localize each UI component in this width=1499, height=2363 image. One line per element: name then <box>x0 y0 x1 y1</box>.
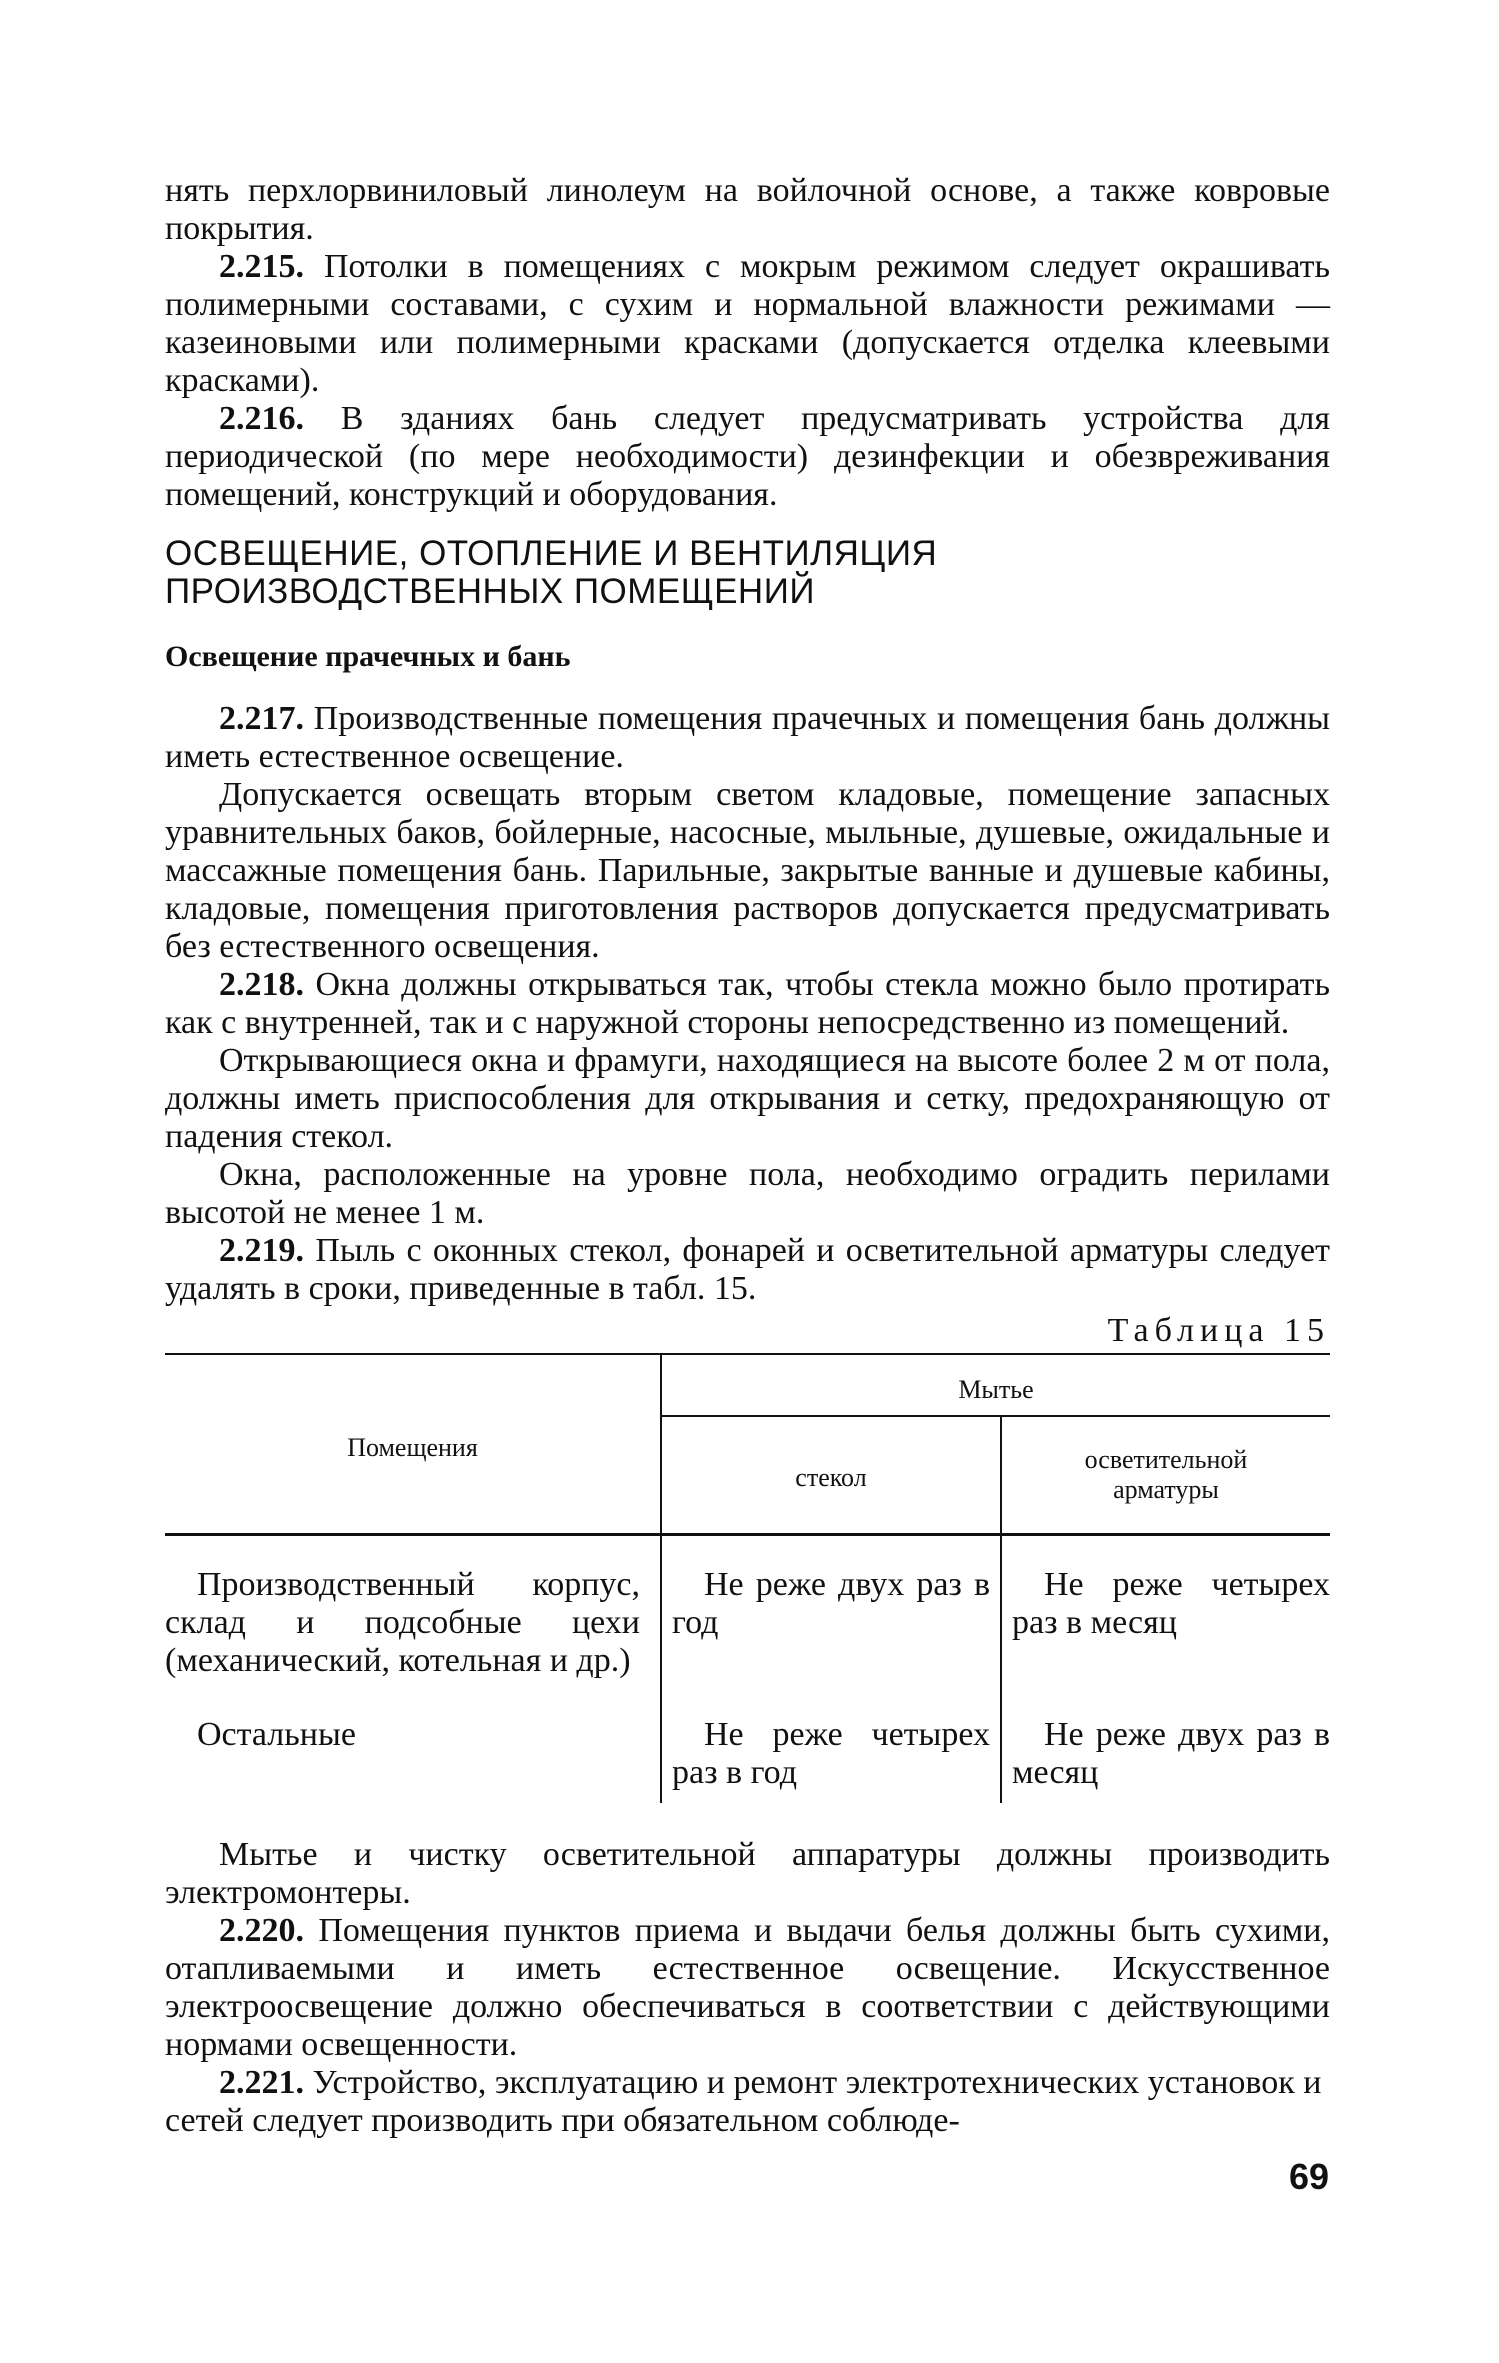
section-heading <box>165 535 1330 611</box>
header-washing: Мытье <box>958 1375 1034 1404</box>
cell-room: Остальные <box>197 1716 356 1753</box>
paragraph-2-218: 2.218. Окна должны открываться так, чтобы стекла можно было протирать как с внутренней, так и с наружной стороны непосредственно из помещений. <box>165 966 1331 1041</box>
paragraph: Окна, расположенные на уровне пола, необходимо оградить перилами высотой не менее 1 м. <box>165 1156 1330 1231</box>
cell-fixtures: Не реже четырех раз в месяц <box>1012 1566 1330 1641</box>
text-block-top <box>165 172 1330 514</box>
paragraph-2-217: 2.217. Производственные помещения прачечных и помещения бань должны иметь естественное освещение. <box>165 700 1331 775</box>
paragraph-2-220: 2.220. Помещения пунктов приема и выдачи белья должны быть сухими, отапливаемыми и иметь естественное освещение. Искусственное электроосвещение должно обеспечиваться в соответствии с действующими нормами освещенности. <box>165 1912 1331 2063</box>
cell-room: Производственный корпус, склад и подсобные цехи (механический, котельная и др.) <box>165 1566 640 1679</box>
paragraph: Открывающиеся окна и фрамуги, находящиеся на высоте более 2 м от пола, должны иметь приспособления для открывания и сетку, предохраняющую от падения стекол. <box>165 1042 1330 1155</box>
table-caption: Таблица 15 <box>1107 1312 1330 1349</box>
text-block-bottom <box>165 1836 1330 2140</box>
paragraph-2-219: 2.219. Пыль с оконных стекол, фонарей и осветительной арматуры следует удалять в сроки, приведенные в табл. 15. <box>165 1232 1330 1307</box>
section-heading-line-1: ОСВЕЩЕНИЕ, ОТОПЛЕНИЕ И ВЕНТИЛЯЦИЯ <box>165 534 938 573</box>
page-number: 69 <box>1289 2156 1330 2197</box>
table-divider <box>660 1538 662 1803</box>
table-top-rule <box>165 1353 1330 1355</box>
text-block-middle <box>165 700 1330 1308</box>
paragraph: Мытье и чистку осветительной аппаратуры должны производить электромонтеры. <box>165 1836 1330 1911</box>
section-heading-line-2: ПРОИЗВОДСТВЕННЫХ ПОМЕЩЕНИЙ <box>165 572 816 611</box>
paragraph-2-215: 2.215. Потолки в помещениях с мокрым режимом следует окрашивать полимерными составами, с сухим и нормальной влажности режимами — казеиновыми или полимерными красками (допускается отделка клеевыми красками). <box>165 248 1330 399</box>
table-divider <box>1000 1538 1002 1803</box>
paragraph: нять перхлорвиниловый линолеум на войлочной основе, а также ковровые покрытия. <box>165 172 1330 247</box>
paragraph-2-221: 2.221. Устройство, эксплуатацию и ремонт электротехнических установок и сетей следует производить при обязательном соблюде- <box>165 2064 1322 2139</box>
table-group-rule <box>662 1415 1330 1417</box>
cell-glass: Не реже двух раз в год <box>672 1566 990 1641</box>
header-glass: стекол <box>795 1463 867 1492</box>
table-header-rule <box>165 1533 1330 1536</box>
header-rooms: Помещения <box>347 1433 478 1462</box>
paragraph-2-216: 2.216. В зданиях бань следует предусматривать устройства для периодической (по мере необходимости) дезинфекции и обезвреживания помещений, конструкций и оборудования. <box>165 400 1331 513</box>
paragraph: Допускается освещать вторым светом кладовые, помещение запасных уравнительных баков, бойлерные, насосные, мыльные, душевые, ожидальные и массажные помещения бань. Парильные, закрытые ванные и душевые кабины, кладовые, помещения приготовления растворов допускается предусматривать без естественного освещения. <box>165 776 1330 965</box>
cell-fixtures: Не реже двух раз в месяц <box>1012 1716 1330 1791</box>
subheading: Освещение прачечных и бань <box>165 640 571 673</box>
cell-glass: Не реже четырех раз в год <box>672 1716 990 1791</box>
table-15 <box>165 1353 1330 1805</box>
header-fixtures: осветительной арматуры <box>1084 1445 1248 1504</box>
